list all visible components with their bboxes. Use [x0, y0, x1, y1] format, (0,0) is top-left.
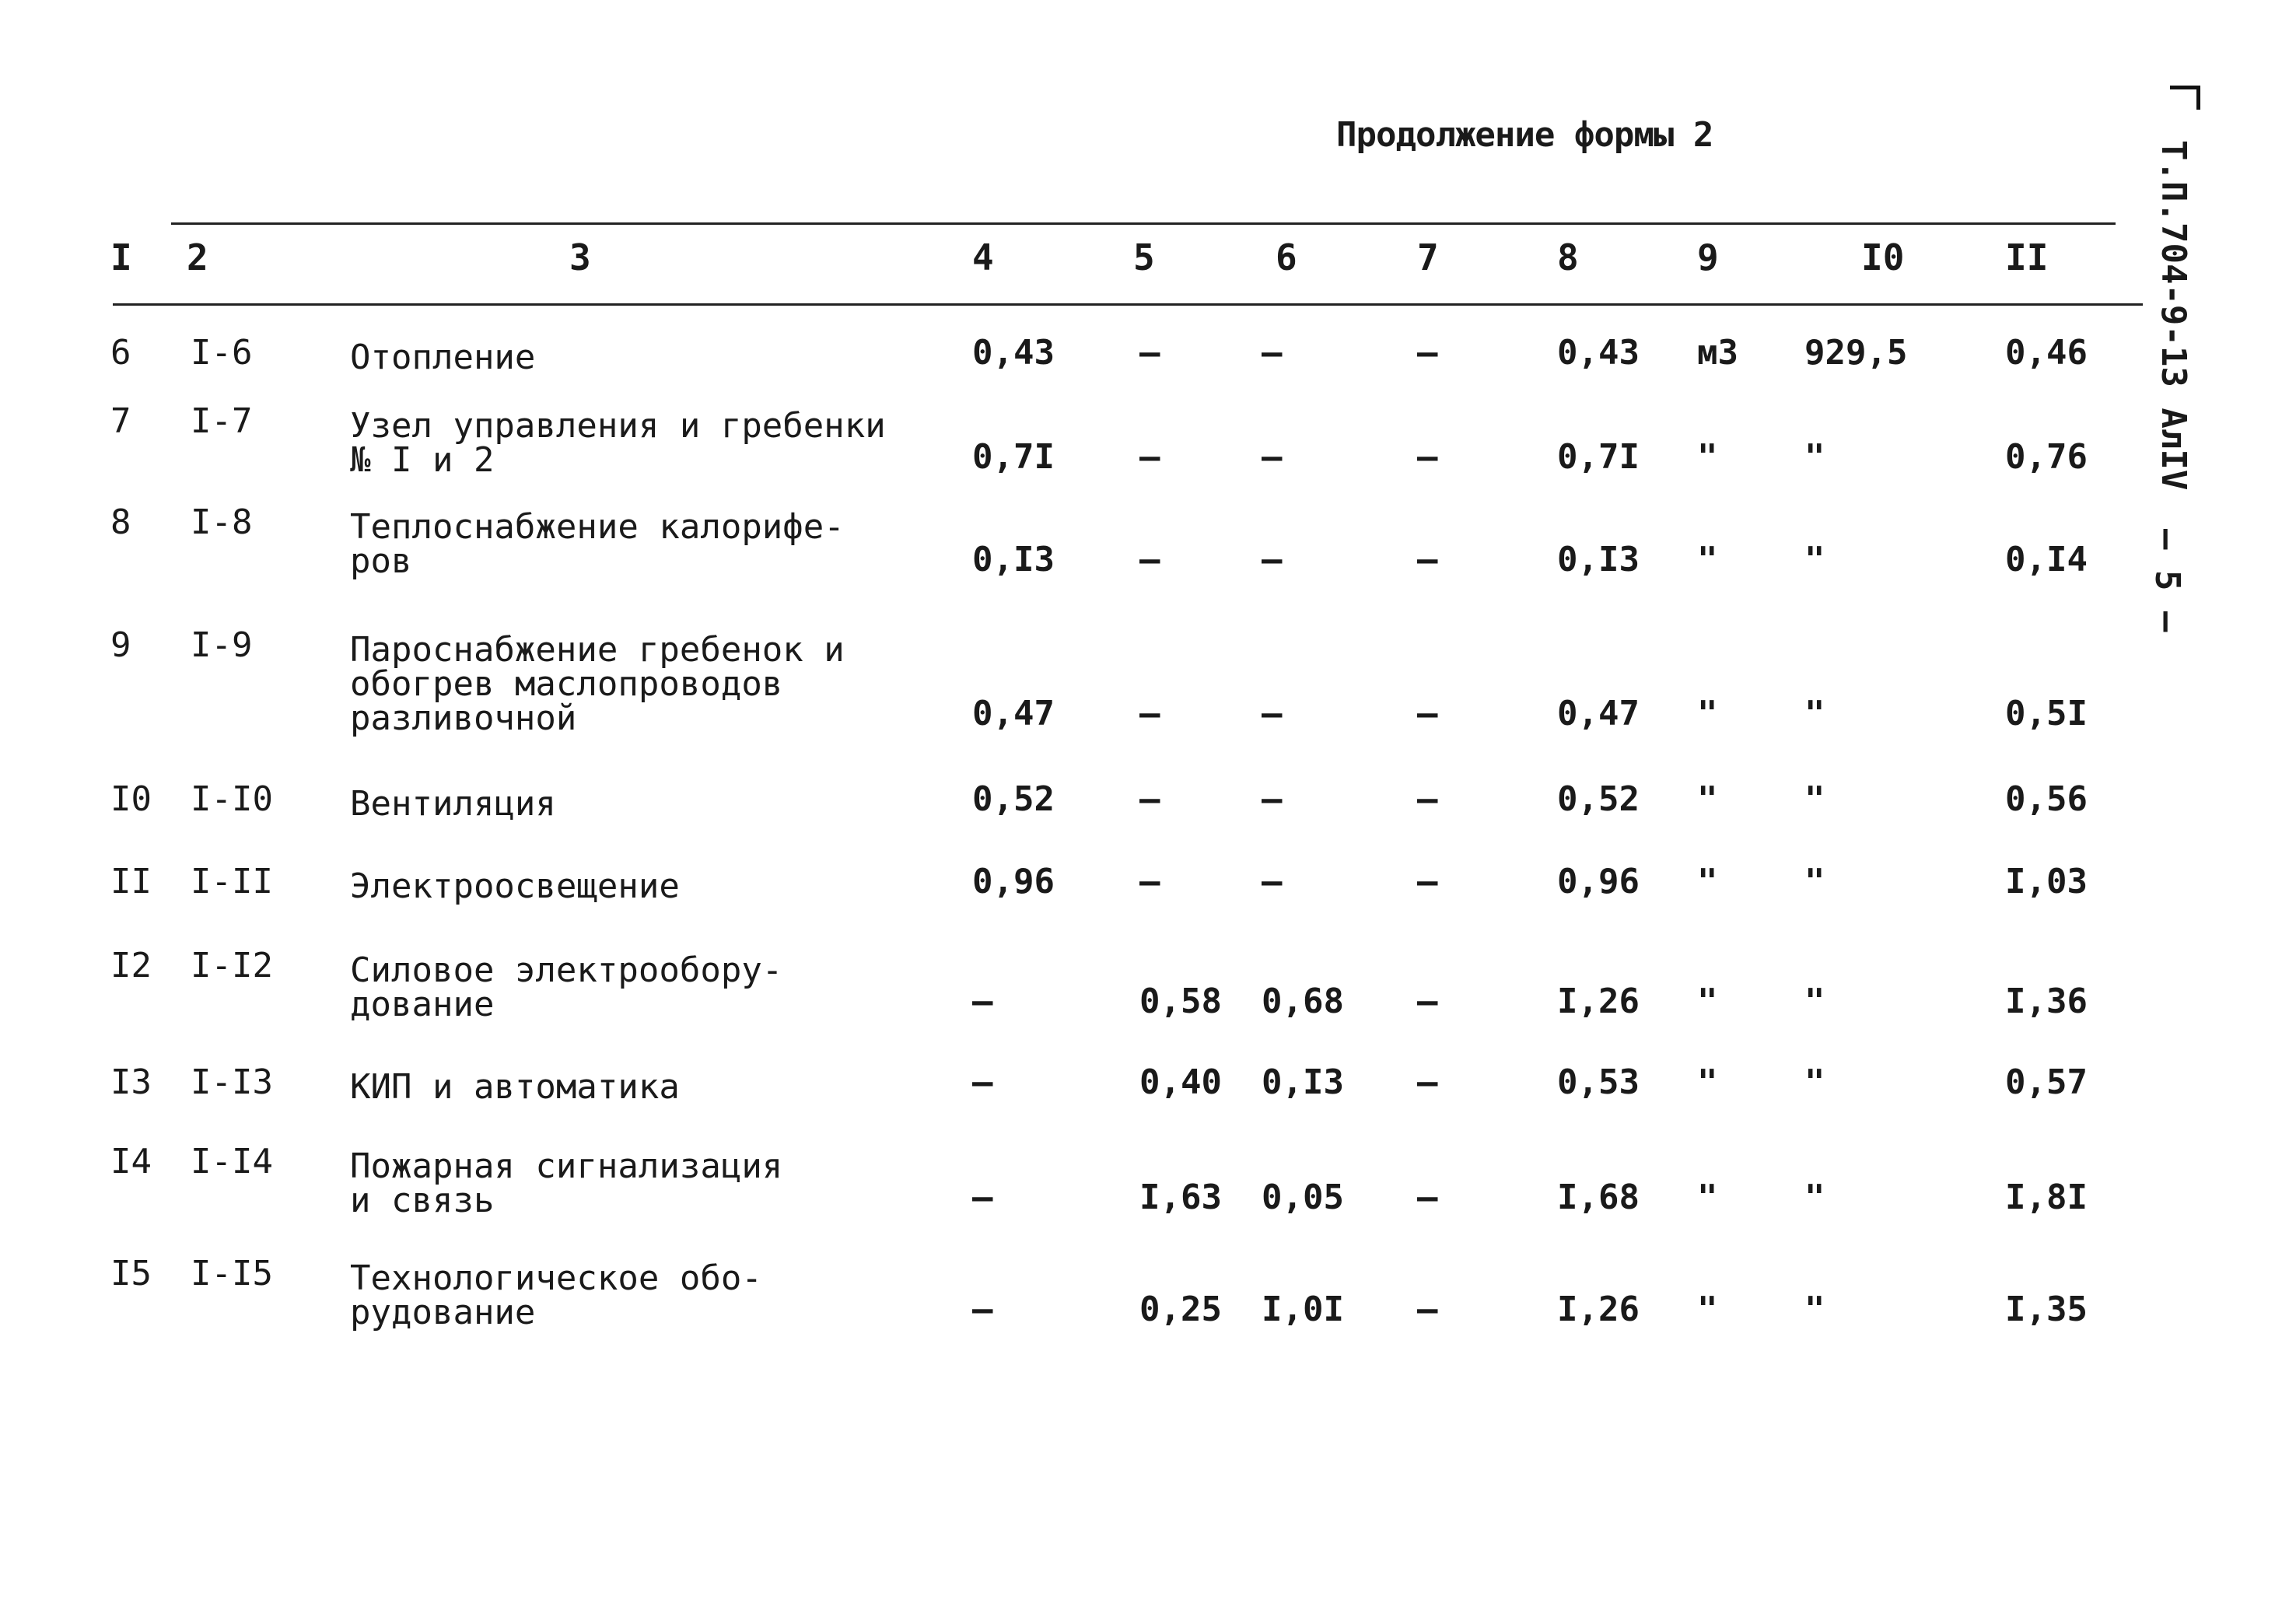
- row-name: [350, 1146, 783, 1220]
- cell-c8: I,26: [1557, 982, 1640, 1021]
- cell-c10: 929,5: [1804, 333, 1908, 373]
- cell-c11: I,36: [2005, 982, 2088, 1021]
- row-number: I5: [110, 1254, 152, 1293]
- row-name-line: Силовое электрообору-: [350, 950, 783, 990]
- cell-c8: 0,47: [1557, 694, 1640, 733]
- row-name-line: Вентиляция: [350, 784, 556, 824]
- cell-c9: ": [1697, 862, 1718, 901]
- cell-c4: —: [972, 982, 993, 1021]
- row-code: I-I3: [191, 1062, 273, 1102]
- cell-c7: —: [1417, 694, 1438, 733]
- cell-c5: —: [1139, 694, 1160, 733]
- cell-c9: м3: [1697, 333, 1738, 373]
- corner-mark: [2170, 86, 2200, 110]
- cell-c5: 0,58: [1139, 982, 1222, 1021]
- row-code: I-8: [191, 502, 253, 542]
- row-number: I4: [110, 1142, 152, 1181]
- cell-c5: 0,25: [1139, 1290, 1222, 1329]
- row-code: I-7: [191, 401, 253, 441]
- cell-c10: ": [1804, 862, 1825, 901]
- row-name-line: Электроосвещение: [350, 866, 680, 906]
- cell-c5: I,63: [1139, 1178, 1222, 1217]
- table-header-rule: [113, 303, 2143, 306]
- cell-c5: —: [1139, 333, 1160, 373]
- cell-c5: —: [1139, 540, 1160, 579]
- cell-c6: 0,68: [1262, 982, 1344, 1021]
- cell-c4: 0,47: [972, 694, 1055, 733]
- cell-c11: I,8I: [2005, 1178, 2088, 1217]
- cell-c6: —: [1262, 694, 1283, 733]
- cell-c5: —: [1139, 862, 1160, 901]
- cell-c6: I,0I: [1262, 1290, 1344, 1329]
- cell-c6: —: [1262, 540, 1283, 579]
- cell-c11: I,35: [2005, 1290, 2088, 1329]
- row-code: I-I5: [191, 1254, 273, 1293]
- cell-c9: ": [1697, 1290, 1718, 1329]
- cell-c4: —: [972, 1062, 993, 1102]
- cell-c10: ": [1804, 694, 1825, 733]
- row-name: [350, 507, 845, 581]
- document-code: Т.П.704-9-13 АлIV: [2154, 140, 2193, 491]
- row-name: [350, 950, 783, 1024]
- column-number-5: 5: [1133, 236, 1155, 278]
- row-name: [350, 784, 556, 824]
- cell-c4: 0,I3: [972, 540, 1055, 579]
- cell-c6: —: [1262, 779, 1283, 819]
- row-name-line: КИП и автоматика: [350, 1067, 680, 1107]
- column-number-2: 2: [187, 236, 208, 278]
- cell-c11: 0,46: [2005, 333, 2088, 373]
- cell-c7: —: [1417, 333, 1438, 373]
- row-code: I-I2: [191, 946, 273, 985]
- cell-c4: 0,96: [972, 862, 1055, 901]
- cell-c8: I,68: [1557, 1178, 1640, 1217]
- column-number-8: 8: [1557, 236, 1579, 278]
- cell-c11: 0,76: [2005, 437, 2088, 477]
- column-number-3: 3: [569, 236, 591, 278]
- row-name-line: Отопление: [350, 338, 536, 377]
- cell-c7: —: [1417, 779, 1438, 819]
- cell-c7: —: [1417, 862, 1438, 901]
- cell-c9: ": [1697, 540, 1718, 579]
- cell-c11: 0,56: [2005, 779, 2088, 819]
- cell-c4: 0,7I: [972, 437, 1055, 477]
- cell-c10: ": [1804, 437, 1825, 477]
- cell-c10: ": [1804, 779, 1825, 819]
- cell-c4: —: [972, 1178, 993, 1217]
- row-name-line: № I и 2: [350, 440, 495, 480]
- cell-c6: —: [1262, 862, 1283, 901]
- row-name: [350, 866, 680, 906]
- cell-c8: 0,I3: [1557, 540, 1640, 579]
- cell-c6: 0,I3: [1262, 1062, 1344, 1102]
- row-code: I-I0: [191, 779, 273, 819]
- row-name-line: Пожарная сигнализация: [350, 1146, 783, 1186]
- cell-c10: ": [1804, 982, 1825, 1021]
- row-name-line: обогрев маслопроводов: [350, 664, 783, 704]
- column-number-9: 9: [1697, 236, 1719, 278]
- cell-c7: —: [1417, 437, 1438, 477]
- row-name: [350, 338, 536, 377]
- row-name-line: и связь: [350, 1181, 495, 1220]
- row-name-line: ров: [350, 541, 412, 581]
- row-name: [350, 406, 886, 480]
- row-number: 6: [110, 333, 131, 373]
- cell-c8: I,26: [1557, 1290, 1640, 1329]
- cell-c7: —: [1417, 1290, 1438, 1329]
- cell-c6: —: [1262, 333, 1283, 373]
- page-heading: Продолжение формы 2: [1336, 115, 1713, 155]
- row-number: 7: [110, 401, 131, 441]
- row-name-line: Пароснабжение гребенок и: [350, 630, 845, 670]
- row-number: I2: [110, 946, 152, 985]
- cell-c10: ": [1804, 540, 1825, 579]
- cell-c8: 0,53: [1557, 1062, 1640, 1102]
- row-code: I-9: [191, 625, 253, 665]
- page-number: — 5 —: [2147, 529, 2187, 632]
- cell-c9: ": [1697, 1178, 1718, 1217]
- cell-c7: —: [1417, 982, 1438, 1021]
- cell-c8: 0,43: [1557, 333, 1640, 373]
- cell-c5: —: [1139, 437, 1160, 477]
- cell-c7: —: [1417, 1178, 1438, 1217]
- row-number: 8: [110, 502, 131, 542]
- cell-c11: 0,I4: [2005, 540, 2088, 579]
- cell-c7: —: [1417, 540, 1438, 579]
- cell-c10: ": [1804, 1178, 1825, 1217]
- cell-c5: 0,40: [1139, 1062, 1222, 1102]
- cell-c9: ": [1697, 779, 1718, 819]
- row-name-line: дование: [350, 985, 495, 1024]
- cell-c8: 0,96: [1557, 862, 1640, 901]
- column-number-11: II: [2005, 236, 2049, 278]
- table-top-rule: [171, 222, 2116, 225]
- row-code: I-I4: [191, 1142, 273, 1181]
- cell-c11: 0,5I: [2005, 694, 2088, 733]
- cell-c6: 0,05: [1262, 1178, 1344, 1217]
- column-number-4: 4: [972, 236, 994, 278]
- row-number: I3: [110, 1062, 152, 1102]
- row-name-line: Технологическое обо-: [350, 1258, 762, 1298]
- cell-c9: ": [1697, 1062, 1718, 1102]
- cell-c9: ": [1697, 694, 1718, 733]
- cell-c4: —: [972, 1290, 993, 1329]
- row-name-line: рудование: [350, 1293, 536, 1332]
- row-name: [350, 1258, 762, 1332]
- cell-c9: ": [1697, 437, 1718, 477]
- row-number: I0: [110, 779, 152, 819]
- column-number-6: 6: [1276, 236, 1297, 278]
- cell-c10: ": [1804, 1062, 1825, 1102]
- cell-c5: —: [1139, 779, 1160, 819]
- cell-c6: —: [1262, 437, 1283, 477]
- cell-c8: 0,52: [1557, 779, 1640, 819]
- row-name: [350, 630, 845, 738]
- row-name: [350, 1067, 680, 1107]
- row-name-line: разливочной: [350, 698, 577, 738]
- cell-c11: I,03: [2005, 862, 2088, 901]
- cell-c7: —: [1417, 1062, 1438, 1102]
- row-code: I-II: [191, 862, 273, 901]
- column-number-1: I: [110, 236, 132, 278]
- row-code: I-6: [191, 333, 253, 373]
- row-number: II: [110, 862, 152, 901]
- cell-c4: 0,43: [972, 333, 1055, 373]
- column-number-10: I0: [1861, 236, 1905, 278]
- cell-c11: 0,57: [2005, 1062, 2088, 1102]
- row-name-line: Узел управления и гребенки: [350, 406, 886, 446]
- cell-c10: ": [1804, 1290, 1825, 1329]
- column-number-7: 7: [1417, 236, 1439, 278]
- cell-c8: 0,7I: [1557, 437, 1640, 477]
- cell-c4: 0,52: [972, 779, 1055, 819]
- cell-c9: ": [1697, 982, 1718, 1021]
- row-name-line: Теплоснабжение калорифе-: [350, 507, 845, 547]
- row-number: 9: [110, 625, 131, 665]
